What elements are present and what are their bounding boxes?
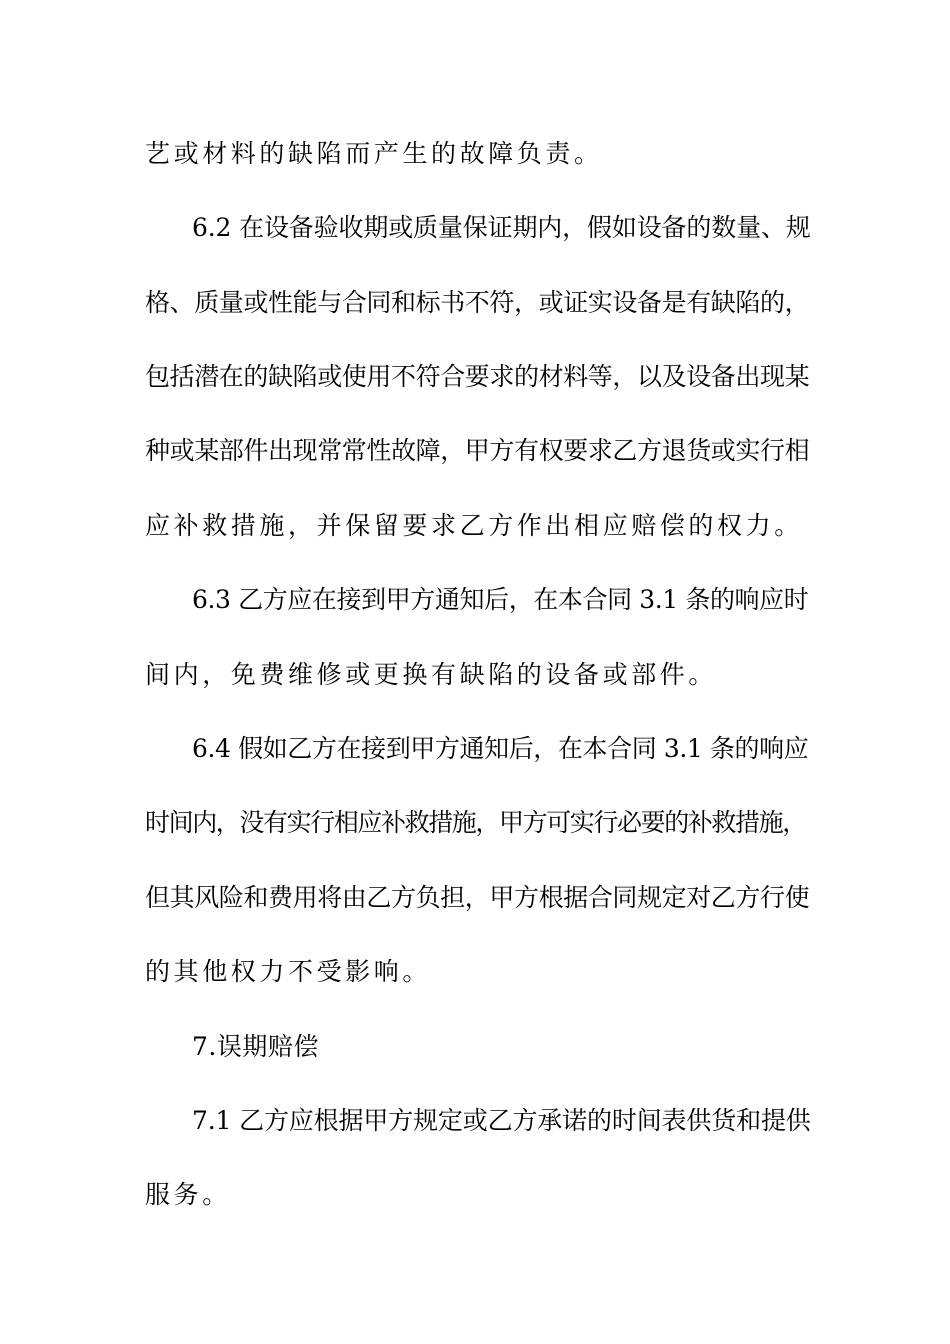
text-line: 应补救措施，并保留要求乙方作出相应赔偿的权力。: [145, 511, 803, 540]
clause-6-3-line: 6.3 乙方应在接到甲方通知后，在本合同 3.1 条的响应时: [192, 585, 809, 614]
text-line: 格、质量或性能与合同和标书不符，或证实设备是有缺陷的，: [145, 288, 810, 317]
text-line: 种或某部件出现常常性故障，甲方有权要求乙方退货或实行相: [145, 436, 810, 465]
clause-6-4-line: 6.4 假如乙方在接到甲方通知后，在本合同 3.1 条的响应: [192, 734, 809, 763]
text-line: 但其风险和费用将由乙方负担，甲方根据合同规定对乙方行使: [145, 883, 810, 912]
clause-6-2-line: 6.2 在设备验收期或质量保证期内，假如设备的数量、规: [192, 213, 811, 242]
text-line: 服务。: [145, 1180, 231, 1209]
text-line: 间内，免费维修或更换有缺陷的设备或部件。: [145, 660, 718, 689]
section-7-heading: 7.误期赔偿: [192, 1032, 319, 1061]
clause-7-1-line: 7.1 乙方应根据甲方规定或乙方承诺的时间表供货和提供: [192, 1106, 811, 1135]
text-line: 艺或材料的缺陷而产生的故障负责。: [145, 139, 603, 168]
text-line: 包括潜在的缺陷或使用不符合要求的材料等，以及设备出现某: [145, 362, 810, 391]
text-line: 的其他权力不受影响。: [145, 957, 432, 986]
text-line: 时间内，没有实行相应补救措施，甲方可实行必要的补救措施，: [145, 808, 806, 837]
